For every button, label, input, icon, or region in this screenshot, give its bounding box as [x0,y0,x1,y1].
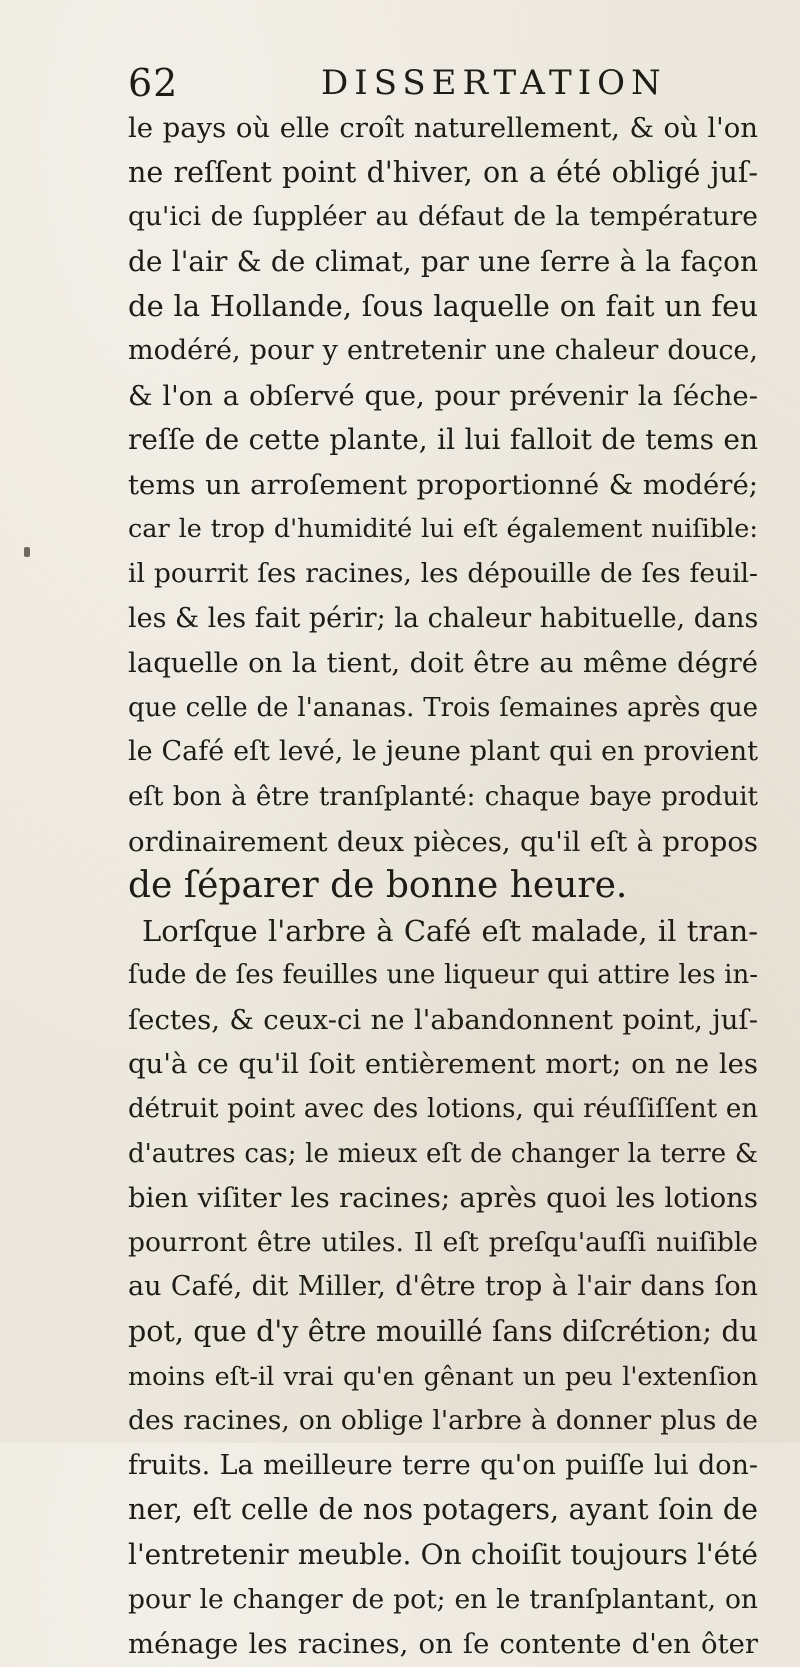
text-line: tems un arroſement proportionné & modéré; [128,468,758,501]
text-line: ſectes, & ceux-ci ne l'abandonnent point, juſ- [128,1003,758,1036]
text-line: qu'à ce qu'il ſoit entièrement mort; on ne les [128,1048,758,1081]
running-title: DISSERTATION [321,63,667,103]
text-line: moins eſt-il vrai qu'en gênant un peu l'extenſion [128,1361,758,1392]
text-line: bien viſiter les racines; après quoi les lotions [128,1182,758,1215]
text-line: modéré, pour y entretenir une chaleur douce, [128,334,758,366]
text-line: ne reſſent point d'hiver, on a été obligé juſ- [128,155,758,189]
text-line: ménage les racines, on ſe contente d'en ôter [128,1628,758,1661]
text-line: le Café eſt levé, le jeune plant qui en provient [128,736,758,768]
page-number: 62 [128,61,179,105]
text-line: les & les fait périr; la chaleur habituelle, dans [128,602,758,634]
text-line: pour le changer de pot; en le tranſplantant, on [128,1583,758,1615]
text-line: fruits. La meilleure terre qu'on puiſſe lui don- [128,1449,758,1481]
text-line: des racines, on oblige l'arbre à donner plus de [128,1405,758,1437]
text-line: qu'ici de ſuppléer au défaut de la température [128,201,758,233]
text-line: de l'air & de climat, par une ſerre à la façon [128,244,758,278]
text-line: au Café, dit Miller, d'être trop à l'air dans ſon [128,1271,758,1303]
text-line: pot, que d'y être mouillé ſans diſcrétion; du [128,1315,758,1349]
text-line: ordinairement deux pièces, qu'il eſt à propos [128,825,758,858]
text-line: car le trop d'humidité lui eſt également nuiſible: [128,514,758,545]
text-line: laquelle on la tient, doit être au même dégré [128,647,758,680]
margin-ink-mark [24,547,30,557]
text-line: ner, eſt celle de nos potagers, ayant ſoin de [128,1493,758,1527]
text-line: de la Hollande, ſous laquelle on fait un feu [128,289,758,324]
text-line: d'autres cas; le mieux eſt de changer la terre & [128,1138,758,1169]
text-line: & l'on a obſervé que, pour prévenir la ſéche- [128,379,758,412]
text-line: le pays où elle croît naturellement, & où l'on [128,112,758,144]
text-line: que celle de l'ananas. Trois ſemaines après que [128,692,758,723]
text-line: détruit point avec des lotions, qui réuſſiſſent en [128,1094,758,1125]
text-line: l'entretenir meuble. On choiſit toujours l'été [128,1538,758,1571]
text-line: reſſe de cette plante, il lui falloit de tems en [128,423,758,457]
text-line: ſude de ſes feuilles une liqueur qui attire les in- [128,960,758,991]
body-text [128,106,758,1667]
text-line: eſt bon à être tranſplanté: chaque baye produit [128,781,758,812]
paragraph-end-line: de ſéparer de bonne heure. [128,865,628,907]
paragraph-start-line: Lorſque l'arbre à Café eſt malade, il tran- [142,913,758,948]
running-head [128,58,758,108]
text-line: pourront être utiles. Il eſt preſqu'auſſi nuiſible [128,1226,758,1258]
text-line: il pourrit ſes racines, les dépouille de ſes feuil- [128,557,758,589]
